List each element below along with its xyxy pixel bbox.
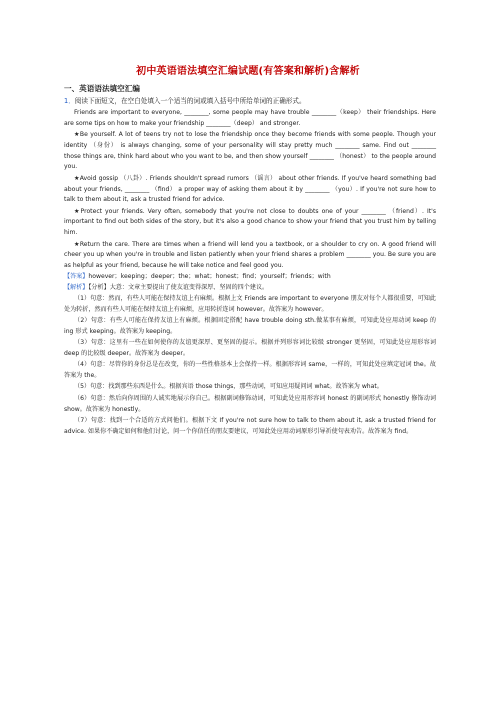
passage-paragraph: Friends are important to everyone, ________, some people may have trouble ________（keep） their friendships. Here are some tips on how to make your friendship ________（deep） and stronger. xyxy=(64,109,436,127)
passage-paragraph: ★Be yourself. A lot of teens try not to lose the friendship once they become friends with some people. Though your identity （身份） is always changing, some of your personality will stay pretty much ________ same. Find out ________ those things are, think hard about who you want to be, and then show yourself ________ （honest） to the people around you. xyxy=(64,131,436,171)
answer-line xyxy=(64,272,436,283)
document-body xyxy=(64,84,436,438)
analysis-line xyxy=(64,283,436,294)
analysis-tag: 【解析】 xyxy=(64,284,89,292)
explanation-item: （5）句意：找到那些东西是什么。根据宾语 those things，那些动词，可知应用疑问词 what。故答案为 what。 xyxy=(74,383,383,391)
analysis-text: 【分析】大意：文章主要提出了使友谊变得深厚、坚固的四个建议。 xyxy=(88,284,269,292)
document-title: 初中英语语法填空汇编试题(有答案和解析)含解析 xyxy=(136,66,360,77)
answer-text: however；keeping；deeper；the；what；honest；find；yourself；friends；with xyxy=(88,273,331,281)
explanation-item: （2）句意：有些人可能在保持友谊上有麻烦。根据固定搭配 have trouble doing sth.做某事有麻烦，可知此处应用动词 keep 的 ing 形式 keeping。故答案为 keeping。 xyxy=(64,317,436,335)
section-heading: 一、英语语法填空汇编 xyxy=(64,84,140,93)
explanation-item: （3）句意：这里有一些在如何使你的友谊更深厚、更坚固的提示。根据并列形容词比较级 stronger 更坚固，可知此处应用形容词 deep 的比较级 deeper。故答案为 deeper。 xyxy=(64,339,436,358)
question-number: 1． xyxy=(64,97,75,105)
answer-tag: 【答案】 xyxy=(64,273,89,281)
question-instruction-text: 阅读下面短文，在空白处填入一个适当的词或填入括号中所给单词的正确形式。 xyxy=(74,97,306,105)
explanation-item: （1）句意：然而，有些人可能在保持友谊上有麻烦。根据上文 Friends are important to everyone 朋友对每个人都很重要，可知此处为转折，然而有些人可能在保持友谊上有麻烦，应用转折连词 however。故答案为 however。 xyxy=(64,295,436,313)
passage-paragraph: ★Return the care. There are times when a friend will lend you a textbook, or a shoulder to cry on. A good friend will cheer you up when you're in trouble and listen patiently when your friend shares a problem ________ you. Be sure you are as helpful as your friend, because he will take notice and feel good you. xyxy=(64,240,436,270)
explanation-item: （6）句意：然后向你周围的人诚实地展示你自己。根据副词修饰动词，可知此处应用形容词 honest 的副词形式 honestly 修饰动词 show。故答案为 honestly。 xyxy=(64,394,436,413)
explanation-item: （4）句意：尽管你的身份总是在改变，你的一些性格基本上会保持一样。根据形容词 same，一样的，可知此处应填定冠词 the。故答案为 the。 xyxy=(64,361,436,380)
passage-paragraph: ★Avoid gossip （八卦）. Friends shouldn't spread rumors （谣言） about other friends. If you've heard something bad about your friends, ________ （find） a proper way of asking them about it by ________ （you）. If you're not sure how to talk to them about it, ask a trusted friend for advice. xyxy=(64,174,436,204)
passage-paragraph: ★Protect your friends. Very often, somebody that you're not close to doubts one of your ________ （friend）. It's important to find out both sides of the story, but it's also a good chance to show your friend that you trust him by telling him. xyxy=(64,207,436,237)
question-instruction xyxy=(64,96,436,106)
explanation-item: （7）句意：找到一个合适的方式问他们。根据下文 If you're not sure how to talk to them about it, ask a trusted friend for advice. 如果你不确定如何和他们讨论，问一个你信任的朋友要建议，可知此处应用动词原形引导祈使句表劝告。故答案为 find。 xyxy=(64,416,436,435)
